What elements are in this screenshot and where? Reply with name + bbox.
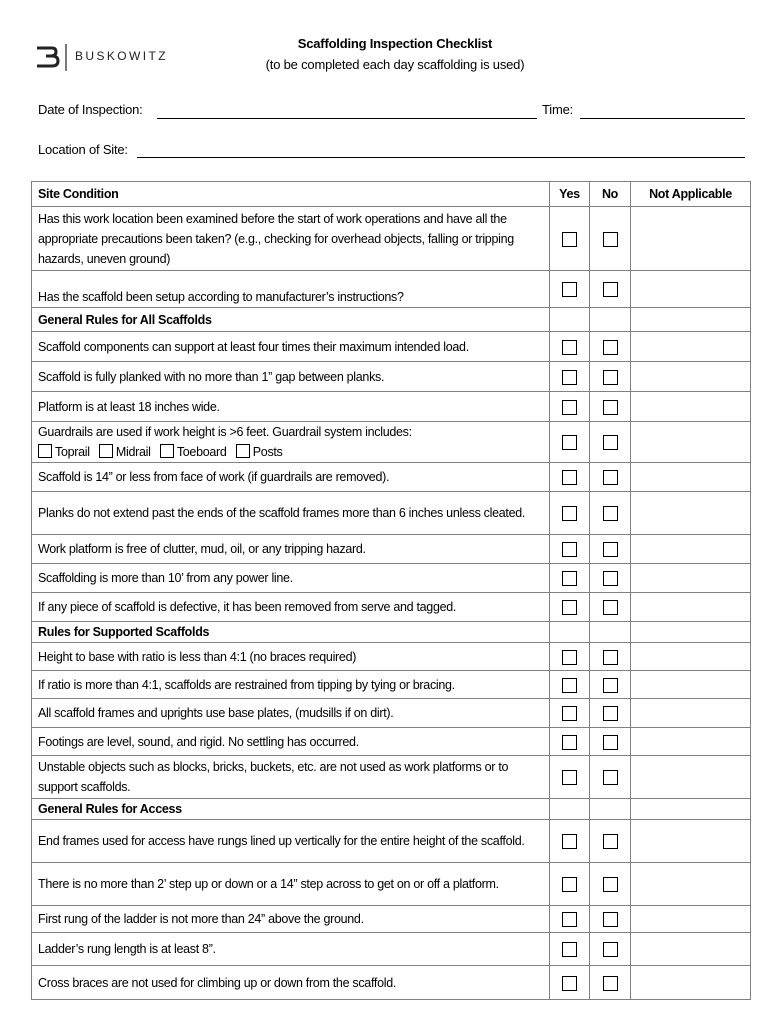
date-label: Date of Inspection: [38, 102, 143, 117]
no-cell [590, 362, 631, 392]
posts-label: Posts [252, 445, 283, 459]
yes-checkbox[interactable] [562, 435, 577, 450]
yes-checkbox[interactable] [562, 282, 577, 297]
yes-cell [550, 271, 590, 308]
yes-cell [550, 463, 590, 492]
table-row [32, 492, 751, 535]
condition-text: If ratio is more than 4:1, scaffolds are restrained from tipping by tying or bracing. [32, 671, 550, 699]
yes-cell [550, 593, 590, 622]
table-row [32, 966, 751, 1000]
table-row [32, 756, 751, 799]
table-row [32, 362, 751, 392]
yes-checkbox[interactable] [562, 678, 577, 693]
location-label: Location of Site: [38, 142, 128, 157]
na-cell[interactable] [631, 362, 751, 392]
table-row [32, 863, 751, 906]
yes-checkbox[interactable] [562, 650, 577, 665]
no-checkbox[interactable] [603, 735, 618, 750]
yes-checkbox[interactable] [562, 571, 577, 586]
yes-cell [550, 422, 590, 463]
no-cell [590, 207, 631, 271]
yes-checkbox[interactable] [562, 542, 577, 557]
section-heading: General Rules for Access [32, 799, 550, 820]
yes-cell [550, 643, 590, 671]
yes-cell [550, 332, 590, 362]
no-checkbox[interactable] [603, 370, 618, 385]
column-header-condition: Site Condition [32, 182, 550, 207]
na-cell[interactable] [631, 535, 751, 564]
yes-checkbox[interactable] [562, 600, 577, 615]
na-cell[interactable] [631, 271, 751, 308]
yes-cell [550, 207, 590, 271]
no-checkbox[interactable] [603, 678, 618, 693]
column-header-no: No [590, 182, 631, 207]
no-checkbox[interactable] [603, 976, 618, 991]
toprail-label: Toprail [55, 445, 90, 459]
condition-text: Scaffold is fully planked with no more than 1” gap between planks. [32, 362, 550, 392]
no-checkbox[interactable] [603, 912, 618, 927]
na-cell[interactable] [631, 332, 751, 362]
na-cell[interactable] [631, 863, 751, 906]
no-cell [590, 671, 631, 699]
table-row [32, 906, 751, 933]
yes-checkbox[interactable] [562, 976, 577, 991]
brand-name: BUSKOWITZ [75, 49, 168, 63]
condition-text: Scaffold components can support at least four times their maximum intended load. [32, 332, 550, 362]
table-row [32, 933, 751, 966]
condition-text: Planks do not extend past the ends of the scaffold frames more than 6 inches unless cleated. [32, 492, 550, 535]
guardrail-cell [32, 422, 550, 463]
column-header-na: Not Applicable [631, 182, 751, 207]
yes-checkbox[interactable] [562, 400, 577, 415]
no-checkbox[interactable] [603, 400, 618, 415]
yes-checkbox[interactable] [562, 912, 577, 927]
condition-text: Has the scaffold been setup according to manufacturer’s instructions? [32, 271, 550, 308]
table-row [32, 207, 751, 271]
no-checkbox[interactable] [603, 232, 618, 247]
condition-text: Scaffolding is more than 10’ from any power line. [32, 564, 550, 593]
condition-text: Ladder’s rung length is at least 8”. [32, 933, 550, 966]
yes-cell [550, 699, 590, 728]
section-heading: Rules for Supported Scaffolds [32, 622, 550, 643]
no-checkbox[interactable] [603, 470, 618, 485]
yes-cell [550, 564, 590, 593]
no-cell [590, 756, 631, 799]
yes-checkbox[interactable] [562, 735, 577, 750]
yes-cell [550, 362, 590, 392]
midrail-label: Midrail [115, 445, 151, 459]
section-row [32, 308, 751, 332]
buskowitz-logo-icon [35, 44, 67, 72]
section-row [32, 622, 751, 643]
table-row [32, 332, 751, 362]
condition-text: Platform is at least 18 inches wide. [32, 392, 550, 422]
no-cell [590, 271, 631, 308]
section-heading: General Rules for All Scaffolds [32, 308, 550, 332]
table-row [32, 271, 751, 308]
table-row [32, 699, 751, 728]
yes-cell [550, 966, 590, 1000]
condition-text: Cross braces are not used for climbing up or down from the scaffold. [32, 966, 550, 1000]
date-field[interactable] [157, 118, 537, 119]
na-cell[interactable] [631, 756, 751, 799]
yes-checkbox[interactable] [562, 370, 577, 385]
yes-cell [550, 756, 590, 799]
no-cell [590, 463, 631, 492]
midrail-checkbox[interactable] [99, 444, 113, 458]
location-field[interactable] [137, 157, 745, 158]
no-cell [590, 535, 631, 564]
no-checkbox[interactable] [603, 282, 618, 297]
table-row [32, 728, 751, 756]
toprail-checkbox[interactable] [38, 444, 52, 458]
yes-cell [550, 863, 590, 906]
na-cell[interactable] [631, 207, 751, 271]
no-cell [590, 392, 631, 422]
yes-cell [550, 392, 590, 422]
no-checkbox[interactable] [603, 571, 618, 586]
no-checkbox[interactable] [603, 942, 618, 957]
no-checkbox[interactable] [603, 542, 618, 557]
no-cell [590, 863, 631, 906]
yes-cell [550, 933, 590, 966]
yes-checkbox[interactable] [562, 470, 577, 485]
condition-text: Work platform is free of clutter, mud, oil, or any tripping hazard. [32, 535, 550, 564]
no-cell [590, 564, 631, 593]
yes-checkbox[interactable] [562, 834, 577, 849]
no-cell [590, 728, 631, 756]
condition-text: End frames used for access have rungs lined up vertically for the entire height of the scaffold. [32, 820, 550, 863]
document-title: Scaffolding Inspection Checklist [297, 36, 493, 51]
na-cell[interactable] [631, 728, 751, 756]
no-cell [590, 643, 631, 671]
no-cell [590, 699, 631, 728]
no-checkbox[interactable] [603, 506, 618, 521]
no-checkbox[interactable] [603, 770, 618, 785]
yes-cell [550, 906, 590, 933]
table-row [32, 643, 751, 671]
condition-text: Guardrails are used if work height is >6 feet. Guardrail system includes: [38, 425, 412, 439]
table-row [32, 593, 751, 622]
na-cell[interactable] [631, 392, 751, 422]
no-cell [590, 966, 631, 1000]
table-row [32, 671, 751, 699]
yes-checkbox[interactable] [562, 340, 577, 355]
toeboard-checkbox[interactable] [160, 444, 174, 458]
na-cell[interactable] [631, 564, 751, 593]
section-row [32, 799, 751, 820]
yes-cell [550, 820, 590, 863]
table-row-guardrail [32, 422, 751, 463]
table-header-row [32, 182, 751, 207]
na-cell[interactable] [631, 422, 751, 463]
condition-text: All scaffold frames and uprights use base plates, (mudsills if on dirt). [32, 699, 550, 728]
no-checkbox[interactable] [603, 877, 618, 892]
yes-checkbox[interactable] [562, 942, 577, 957]
na-cell[interactable] [631, 671, 751, 699]
table-row [32, 463, 751, 492]
na-cell[interactable] [631, 933, 751, 966]
no-cell [590, 906, 631, 933]
condition-text: There is no more than 2’ step up or down or a 14” step across to get on or off a platform. [32, 863, 550, 906]
no-cell [590, 593, 631, 622]
brand-logo [35, 44, 185, 72]
no-cell [590, 933, 631, 966]
yes-checkbox[interactable] [562, 706, 577, 721]
condition-text: If any piece of scaffold is defective, it has been removed from serve and tagged. [32, 593, 550, 622]
no-checkbox[interactable] [603, 834, 618, 849]
time-field[interactable] [580, 118, 745, 119]
yes-checkbox[interactable] [562, 232, 577, 247]
no-checkbox[interactable] [603, 435, 618, 450]
no-cell [590, 332, 631, 362]
no-cell [590, 422, 631, 463]
na-cell[interactable] [631, 699, 751, 728]
column-header-yes: Yes [550, 182, 590, 207]
no-checkbox[interactable] [603, 706, 618, 721]
yes-checkbox[interactable] [562, 770, 577, 785]
na-cell[interactable] [631, 966, 751, 1000]
condition-text: Footings are level, sound, and rigid. No settling has occurred. [32, 728, 550, 756]
table-row [32, 820, 751, 863]
yes-checkbox[interactable] [562, 877, 577, 892]
table-row [32, 535, 751, 564]
na-cell[interactable] [631, 492, 751, 535]
no-cell [590, 820, 631, 863]
condition-text: Height to base with ratio is less than 4:1 (no braces required) [32, 643, 550, 671]
yes-checkbox[interactable] [562, 506, 577, 521]
guardrail-options [38, 442, 543, 462]
no-cell [590, 492, 631, 535]
document-subtitle: (to be completed each day scaffolding is used) [265, 57, 525, 72]
na-cell[interactable] [631, 643, 751, 671]
condition-text: Scaffold is 14” or less from face of work (if guardrails are removed). [32, 463, 550, 492]
na-cell[interactable] [631, 820, 751, 863]
condition-text: Unstable objects such as blocks, bricks, buckets, etc. are not used as work platforms or to support scaffolds. [32, 756, 550, 799]
yes-cell [550, 492, 590, 535]
no-checkbox[interactable] [603, 650, 618, 665]
condition-text: Has this work location been examined before the start of work operations and have all the appropriate precautions been taken? (e.g., checking for overhead objects, falling or tripping hazards, uneven ground) [32, 207, 550, 271]
na-cell[interactable] [631, 463, 751, 492]
inspection-checklist-table [31, 181, 751, 1000]
no-checkbox[interactable] [603, 340, 618, 355]
time-label: Time: [542, 102, 574, 117]
yes-cell [550, 535, 590, 564]
yes-cell [550, 728, 590, 756]
na-cell[interactable] [631, 906, 751, 933]
table-row [32, 564, 751, 593]
yes-cell [550, 671, 590, 699]
no-checkbox[interactable] [603, 600, 618, 615]
toeboard-label: Toeboard [176, 445, 227, 459]
na-cell[interactable] [631, 593, 751, 622]
condition-text: First rung of the ladder is not more than 24” above the ground. [32, 906, 550, 933]
posts-checkbox[interactable] [236, 444, 250, 458]
table-row [32, 392, 751, 422]
